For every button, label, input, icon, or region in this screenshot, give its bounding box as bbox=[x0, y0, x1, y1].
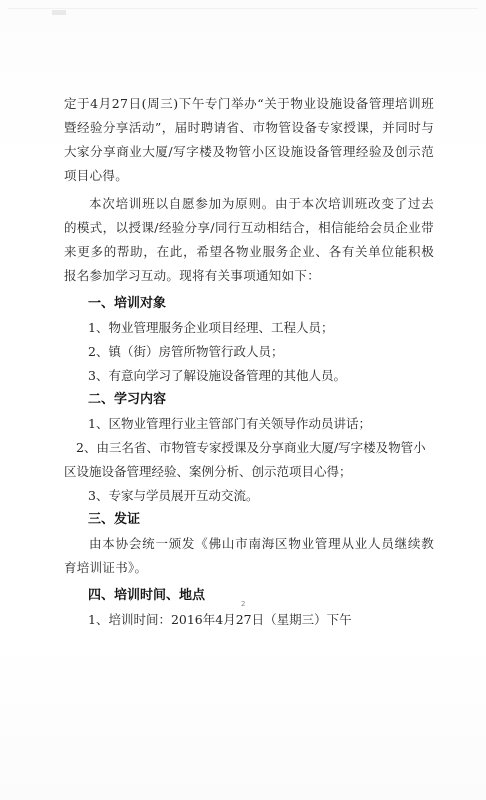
section-heading-audience: 一、培训对象 bbox=[88, 296, 167, 311]
section-heading-content: 二、学习内容 bbox=[88, 392, 167, 407]
section-heading-time-place: 四、培训时间、地点 bbox=[88, 588, 206, 603]
intro-paragraph-2: 本次培训班以自愿参加为原则。由于本次培训班改变了过去的模式，以授课/经验分享/同行互动相结合，相信能给会员企业带来更多的帮助，在此，希望各物业服务企业、各有关单位能积极报名参加学习互动。现将有关事项通知如下： bbox=[64, 196, 434, 283]
list-item: 2、镇（街）房管所物管行政人员； bbox=[88, 344, 284, 359]
scan-corner-mark bbox=[52, 10, 66, 15]
list-item: 1、培训时间：2016年4月27日（星期三）下午 bbox=[88, 612, 352, 627]
intro-paragraph-1: 定于4月27日(周三)下午专门举办“关于物业设施设备管理培训班暨经验分享活动”，届时聘请省、市物管设备专家授课，并同时与大家分享商业大厦/写字楼及物管小区设施设备管理经验及创示范项目心得。 bbox=[64, 96, 434, 183]
section-heading-certificate: 三、发证 bbox=[88, 512, 141, 527]
scan-edge-mark bbox=[8, 8, 478, 9]
certificate-paragraph: 由本协会统一颁发《佛山市南海区物业管理从业人员继续教育培训证书》。 bbox=[64, 536, 434, 575]
list-item: 3、有意向学习了解设施设备管理的其他人员。 bbox=[88, 368, 346, 383]
page-number: 2 bbox=[241, 600, 246, 608]
list-item: 2、由三名省、市物管专家授课及分享商业大厦/写字楼及物管小区设施设备管理经验、案例分析、创示范项目心得； bbox=[64, 440, 426, 479]
list-item: 3、专家与学员展开互动交流。 bbox=[88, 488, 259, 503]
list-item: 1、区物业管理行业主管部门有关领导作动员讲话； bbox=[88, 416, 371, 431]
document-body bbox=[64, 92, 434, 632]
list-item: 1、物业管理服务企业项目经理、工程人员； bbox=[88, 320, 334, 335]
